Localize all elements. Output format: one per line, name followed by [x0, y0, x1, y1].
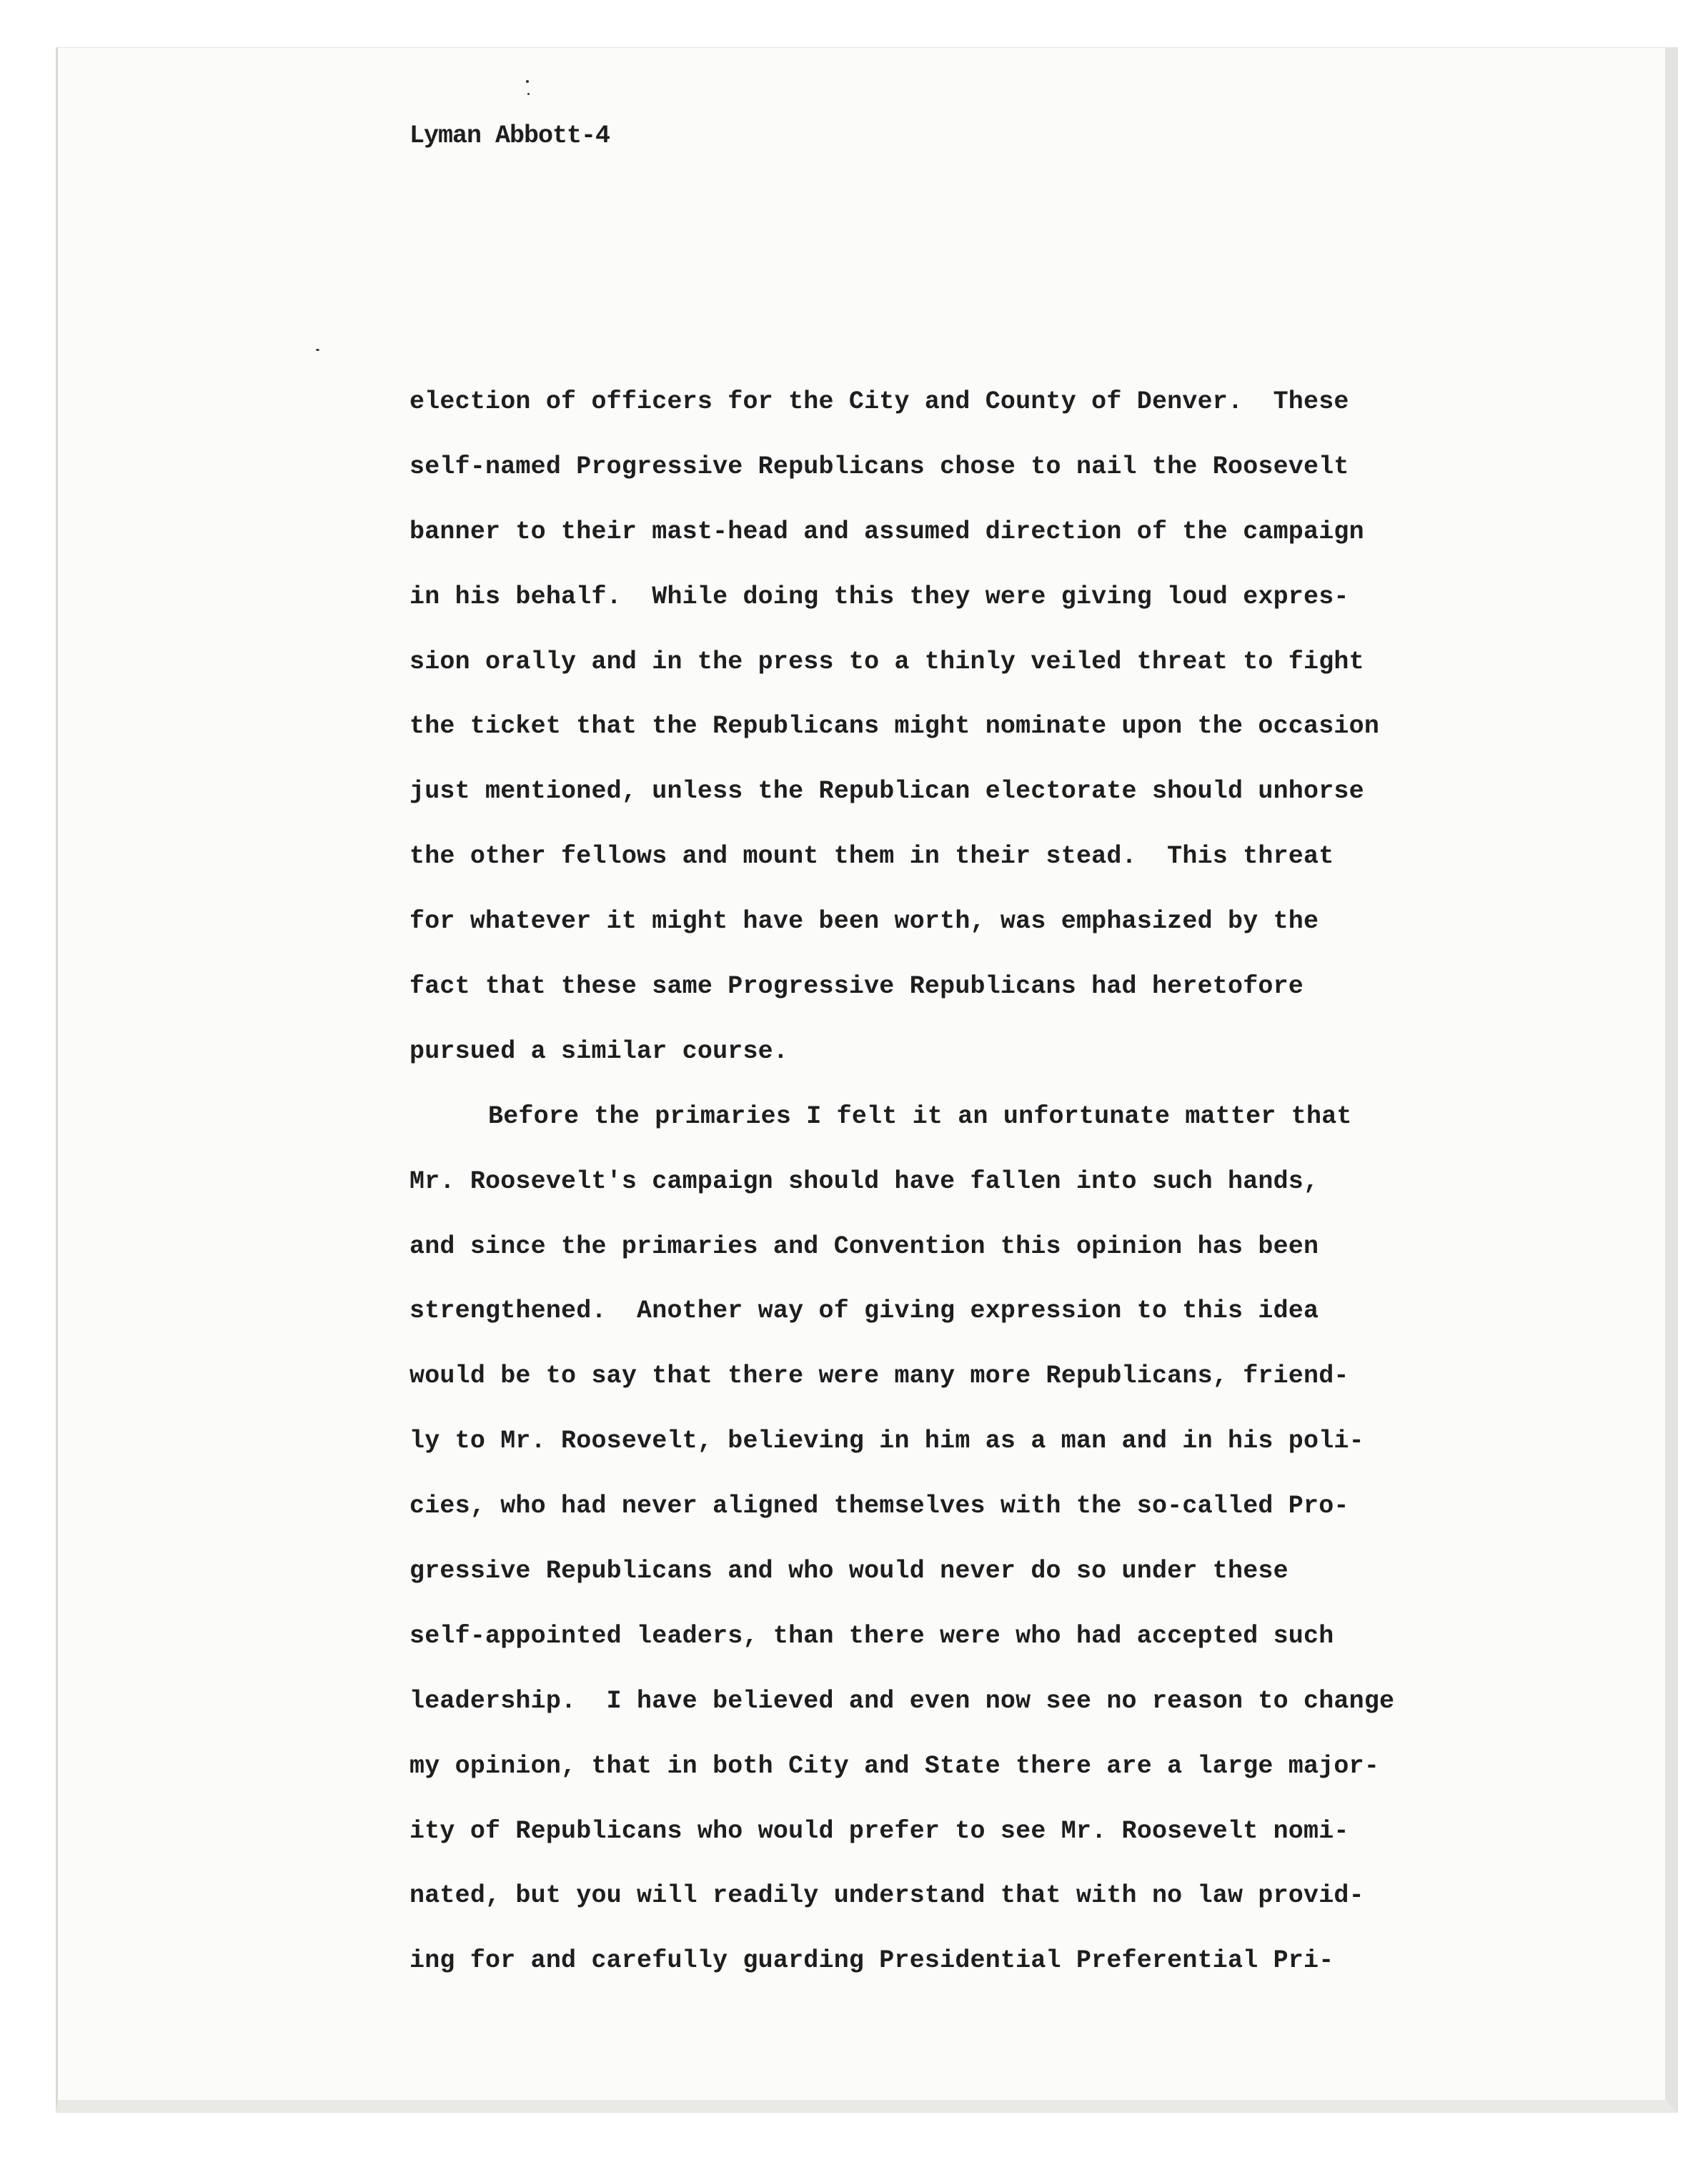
- ink-speck: [316, 349, 319, 351]
- ink-speck: [527, 93, 530, 95]
- text-line: ly to Mr. Roosevelt, believing in him as a man and in his poli-: [409, 1427, 1364, 1456]
- text-line: and since the primaries and Convention this opinion has been: [409, 1232, 1319, 1261]
- paragraph-first-line: Before the primaries I felt it an unfortunate matter that: [488, 1101, 1352, 1131]
- text-line: pursued a similar course.: [409, 1036, 789, 1066]
- text-line: self-appointed leaders, than there were who had accepted such: [409, 1621, 1334, 1650]
- text-line: my opinion, that in both City and State there are a large major-: [409, 1751, 1380, 1780]
- text-line: ing for and carefully guarding Presidential Preferential Pri-: [409, 1946, 1334, 1976]
- running-head: Lyman Abbott-4: [409, 122, 610, 150]
- text-line: for whatever it might have been worth, was emphasized by the: [409, 907, 1319, 936]
- ink-speck: [526, 80, 529, 83]
- letter-body: [409, 382, 1467, 2006]
- text-line: would be to say that there were many more Republicans, friend-: [409, 1362, 1349, 1391]
- text-line: strengthened. Another way of giving expression to this idea: [409, 1297, 1319, 1326]
- text-line: self-named Progressive Republicans chose to nail the Roosevelt: [409, 452, 1349, 481]
- text-line: ity of Republicans who would prefer to see Mr. Roosevelt nomi-: [409, 1816, 1349, 1846]
- text-line: in his behalf. While doing this they were giving loud expres-: [409, 582, 1349, 611]
- text-line: fact that these same Progressive Republicans had heretofore: [409, 972, 1304, 1001]
- text-line: leadership. I have believed and even now see no reason to change: [409, 1686, 1395, 1715]
- text-line: banner to their mast-head and assumed direction of the campaign: [409, 517, 1364, 546]
- text-line: sion orally and in the press to a thinly veiled threat to fight: [409, 647, 1364, 676]
- text-line: gressive Republicans and who would never do so under these: [409, 1557, 1289, 1586]
- text-line: Mr. Roosevelt's campaign should have fallen into such hands,: [409, 1166, 1319, 1196]
- text-line: cies, who had never aligned themselves with the so-called Pro-: [409, 1492, 1349, 1521]
- text-line: the other fellows and mount them in their stead. This threat: [409, 842, 1334, 871]
- text-line: election of officers for the City and County of Denver. These: [409, 387, 1349, 416]
- text-line: the ticket that the Republicans might nominate upon the occasion: [409, 712, 1380, 741]
- text-line: just mentioned, unless the Republican electorate should unhorse: [409, 777, 1364, 806]
- text-line: nated, but you will readily understand that with no law provid-: [409, 1881, 1364, 1911]
